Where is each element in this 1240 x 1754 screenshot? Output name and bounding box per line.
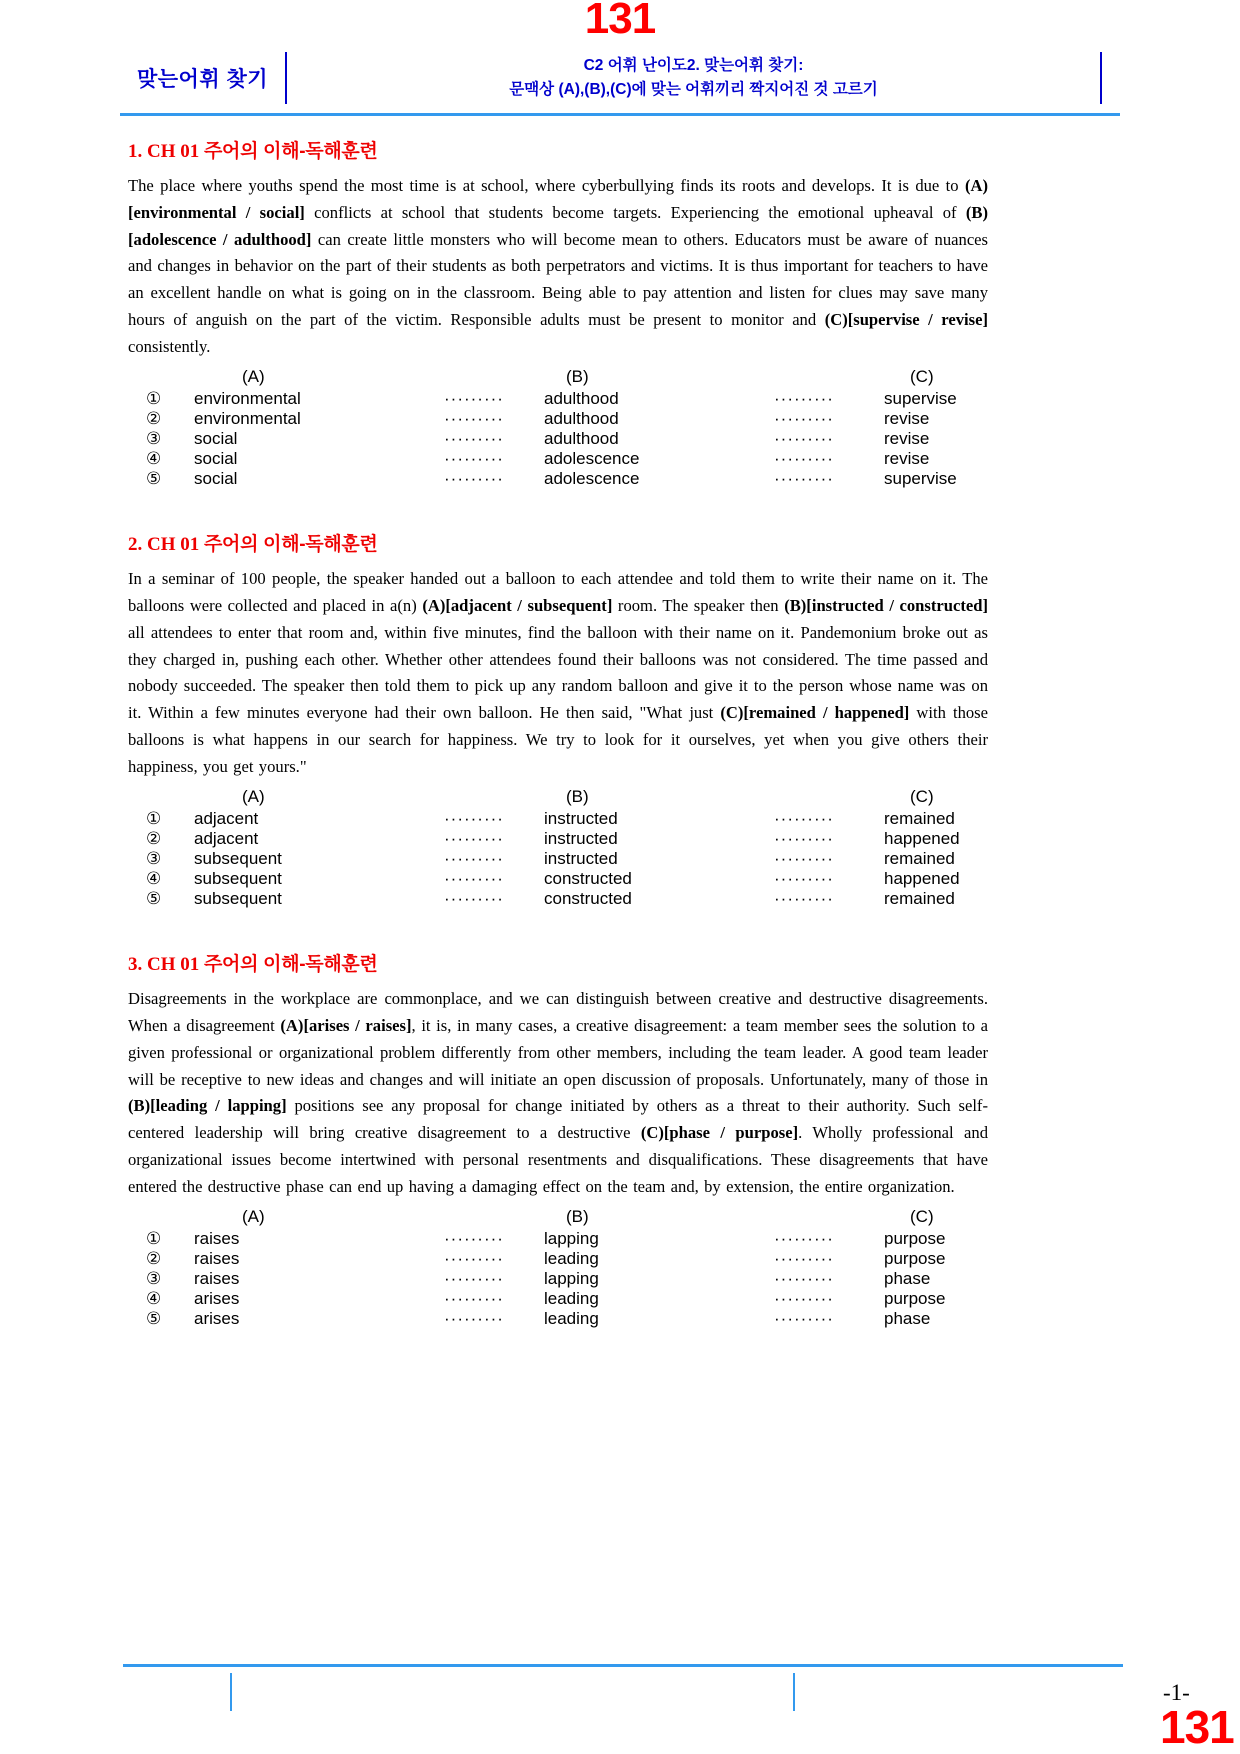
option-dots-2: ·········	[774, 869, 834, 889]
question-block	[128, 140, 988, 489]
option-row[interactable]	[146, 449, 988, 469]
option-dots-1: ·········	[444, 808, 504, 828]
option-row[interactable]	[146, 869, 988, 889]
option-row[interactable]	[146, 389, 988, 409]
question-block	[128, 953, 988, 1329]
option-dots-2: ·········	[774, 1249, 834, 1269]
option-dots-2: ·········	[774, 388, 834, 408]
top-page-number: 131	[584, 0, 656, 43]
option-row[interactable]	[146, 409, 988, 429]
option-number[interactable]: ①	[146, 388, 162, 408]
question-number: 3. CH 01	[128, 954, 200, 976]
passage-choice-blank: (A)[adjacent / subsequent]	[422, 595, 613, 615]
option-number[interactable]: ⑤	[146, 469, 162, 489]
option-dots-1: ·········	[444, 869, 504, 889]
option-dots-1: ·········	[444, 449, 504, 469]
option-number[interactable]: ②	[146, 408, 162, 428]
options-header-row	[146, 787, 988, 807]
passage-text: The place where youths spend the most time is at school, where cyberbullying finds its roots and develops. It is due to	[128, 175, 965, 195]
passage-text: room. The speaker then	[612, 595, 785, 615]
option-number[interactable]: ④	[146, 1289, 162, 1309]
option-number[interactable]: ②	[146, 1249, 162, 1269]
option-value-c: purpose	[884, 1249, 946, 1269]
option-dots-2: ·········	[774, 1309, 834, 1329]
option-number[interactable]: ④	[146, 869, 162, 889]
option-dots-1: ·········	[444, 1269, 504, 1289]
option-dots-2: ·········	[774, 808, 834, 828]
option-row[interactable]	[146, 809, 988, 829]
question-block	[128, 533, 988, 909]
option-value-a: social	[194, 449, 238, 469]
option-row[interactable]	[146, 1309, 988, 1329]
option-value-c: phase	[884, 1269, 931, 1289]
option-value-b: instructed	[544, 829, 618, 848]
option-value-c: revise	[884, 429, 930, 449]
option-row[interactable]	[146, 429, 988, 449]
option-dots-1: ·········	[444, 1228, 504, 1248]
options-column-header-a: (A)	[242, 786, 265, 806]
question-title	[128, 953, 988, 977]
option-value-c: revise	[884, 449, 930, 469]
options-table	[146, 367, 988, 489]
options-column-header-c: (C)	[910, 366, 934, 386]
question-passage	[128, 986, 988, 1201]
options-table	[146, 1207, 988, 1329]
option-row[interactable]	[146, 1229, 988, 1249]
option-value-c: purpose	[884, 1289, 946, 1309]
passage-choice-blank: (C)[remained / happened]	[720, 703, 910, 723]
bottom-page-number: 131	[1160, 1701, 1234, 1753]
option-dots-1: ·········	[444, 429, 504, 449]
option-value-a: environmental	[194, 388, 301, 408]
options-column-header-a: (A)	[242, 366, 265, 386]
passage-text: Disagreements in the workplace are commonplace, and we can distinguish between creative and destructive disagreements. When a disagreement	[128, 988, 988, 1035]
option-value-c: remained	[884, 849, 955, 869]
option-value-a: social	[194, 469, 238, 489]
passage-choice-blank: (B)[instructed / constructed]	[784, 595, 988, 615]
option-value-b: leading	[544, 1289, 599, 1309]
option-number[interactable]: ⑤	[146, 1309, 162, 1329]
option-value-b: adulthood	[544, 408, 619, 428]
option-value-b: lapping	[544, 1228, 599, 1248]
questions-container	[128, 140, 988, 1333]
option-value-b: adolescence	[544, 469, 640, 489]
option-value-a: raises	[194, 1228, 240, 1248]
option-value-a: arises	[194, 1289, 240, 1309]
footer-tick-left	[230, 1673, 232, 1711]
option-number[interactable]: ③	[146, 429, 162, 449]
option-value-c: remained	[884, 808, 955, 828]
options-table	[146, 787, 988, 909]
option-row[interactable]	[146, 849, 988, 869]
option-number[interactable]: ③	[146, 1269, 162, 1289]
option-value-b: constructed	[544, 869, 632, 889]
header-title-block	[287, 54, 1100, 102]
option-dots-2: ·········	[774, 829, 834, 848]
option-value-a: subsequent	[194, 849, 282, 869]
passage-choice-blank: (A)[environmental / social]	[128, 175, 988, 222]
option-dots-1: ·········	[444, 469, 504, 489]
footer-page-mark: -1-	[1163, 1680, 1190, 1705]
option-number[interactable]: ②	[146, 829, 162, 848]
header-divider-right	[1100, 52, 1102, 104]
option-dots-2: ·········	[774, 429, 834, 449]
option-value-c: revise	[884, 408, 930, 428]
passage-text: all attendees to enter that room and, within five minutes, find the balloon with their name on it. Pandemonium broke out as they charged in, pushing each other. Whether other attendees found their balloons was not considered. The time passed and nobody succeeded. The speaker then told them to pick up any random balloon and give it to the person whose name was on it. Within a few minutes everyone had their own balloon. He then said, "What just	[128, 622, 988, 723]
option-dots-1: ·········	[444, 1289, 504, 1309]
options-column-header-b: (B)	[566, 1206, 589, 1226]
option-dots-2: ·········	[774, 408, 834, 428]
header-title-line2: 문맥상 (A),(B),(C)에 맞는 어휘끼리 짝지어진 것 고르기	[509, 81, 878, 98]
option-dots-2: ·········	[774, 889, 834, 909]
option-row[interactable]	[146, 829, 988, 849]
question-number: 2. CH 01	[128, 534, 200, 556]
option-value-b: constructed	[544, 889, 632, 909]
option-row[interactable]	[146, 889, 988, 909]
passage-text: can create little monsters who will become mean to others. Educators must be aware of nuances and changes in behavior on the part of their students as both perpetrators and victims. It is thus important for teachers to have an excellent handle on what is going on in the classroom. Being able to pay attention and listen for clues may save many hours of anguish on the part of the victim. Responsible adults must be present to monitor and	[128, 229, 989, 330]
passage-choice-blank: (B)[leading / lapping]	[128, 1096, 287, 1116]
option-dots-1: ·········	[444, 408, 504, 428]
page-header	[120, 47, 1120, 109]
option-number[interactable]: ⑤	[146, 889, 162, 909]
option-value-a: raises	[194, 1249, 240, 1269]
passage-text: with those balloons is what happens in our search for happiness. We try to look for it ourselves, yet when you give others their happiness, you get yours."	[128, 703, 988, 777]
options-column-header-c: (C)	[910, 1206, 934, 1226]
option-row[interactable]	[146, 469, 988, 489]
option-value-b: adulthood	[544, 388, 619, 408]
option-dots-2: ·········	[774, 1289, 834, 1309]
option-dots-1: ·········	[444, 889, 504, 909]
passage-choice-blank: (B)[adolescence / adulthood]	[128, 202, 989, 249]
question-passage	[128, 173, 988, 361]
option-value-a: adjacent	[194, 808, 259, 828]
option-dots-2: ·········	[774, 469, 834, 489]
option-value-b: leading	[544, 1249, 599, 1269]
option-value-c: phase	[884, 1309, 931, 1329]
option-value-a: subsequent	[194, 869, 282, 889]
option-row[interactable]	[146, 1249, 988, 1269]
option-value-c: happened	[884, 869, 960, 889]
header-category-label: 맞는어휘 찾기	[136, 68, 269, 91]
options-column-header-b: (B)	[566, 786, 589, 806]
header-title-line1: C2 어휘 난이도2. 맞는어휘 찾기:	[583, 56, 804, 74]
option-value-c: supervise	[884, 469, 957, 489]
question-number: 1. CH 01	[128, 141, 200, 162]
option-value-b: leading	[544, 1309, 599, 1329]
question-korean-title: 주어의 이해-독해훈련	[204, 141, 378, 162]
options-column-header-b: (B)	[566, 366, 589, 386]
option-value-b: instructed	[544, 849, 618, 869]
options-header-row	[146, 367, 988, 387]
option-value-a: raises	[194, 1269, 240, 1289]
question-korean-title: 주어의 이해-독해훈련	[204, 534, 378, 556]
passage-text: In a seminar of 100 people, the speaker handed out a balloon to each attendee and told them to write their name on it. The balloons were collected and placed in a(n)	[128, 568, 988, 615]
option-value-b: lapping	[544, 1269, 599, 1289]
option-dots-2: ·········	[774, 449, 834, 469]
option-number[interactable]: ④	[146, 449, 162, 469]
option-value-c: supervise	[884, 388, 957, 408]
option-value-b: instructed	[544, 808, 618, 828]
option-value-a: subsequent	[194, 889, 282, 909]
option-value-c: purpose	[884, 1228, 946, 1248]
question-passage	[128, 566, 988, 781]
passage-text: conflicts at school that students become targets. Experiencing the emotional upheaval of	[304, 202, 966, 222]
option-dots-1: ·········	[444, 1309, 504, 1329]
option-dots-2: ·········	[774, 1228, 834, 1248]
option-value-a: adjacent	[194, 829, 259, 848]
passage-text: , it is, in many cases, a creative disagreement: a team member sees the solution to a given professional or organizational problem differently from other members, including the team leader. A good team leader will be receptive to new ideas and changes and will initiate an open discussion of proposals. Unfortunately, many of those in	[128, 1015, 989, 1089]
option-value-b: adulthood	[544, 429, 619, 449]
passage-text: . Wholly professional and organizational issues become intertwined with personal resentments and disqualifications. These disagreements that have entered the destructive phase can end up having a damaging effect on the team and, by extension, the entire organization.	[128, 1123, 988, 1197]
option-row[interactable]	[146, 1289, 988, 1309]
option-value-a: arises	[194, 1309, 240, 1329]
option-number[interactable]: ③	[146, 849, 162, 869]
option-value-c: happened	[884, 829, 960, 848]
options-header-row	[146, 1207, 988, 1227]
question-korean-title: 주어의 이해-독해훈련	[204, 954, 378, 976]
option-number[interactable]: ①	[146, 1228, 162, 1248]
question-title	[128, 533, 988, 557]
option-value-a: environmental	[194, 408, 301, 428]
option-dots-1: ·········	[444, 1249, 504, 1269]
footer-horizontal-rule	[123, 1664, 1123, 1667]
passage-text: positions see any proposal for change initiated by others as a threat to their authority. Such self-centered leadership will bring creative disagreement to a destructive	[128, 1096, 988, 1143]
footer-tick-right	[793, 1673, 795, 1711]
option-value-c: remained	[884, 889, 955, 909]
option-number[interactable]: ①	[146, 808, 162, 828]
options-column-header-c: (C)	[910, 786, 934, 806]
option-dots-1: ·········	[444, 829, 504, 848]
options-column-header-a: (A)	[242, 1206, 265, 1226]
option-dots-2: ·········	[774, 849, 834, 869]
option-value-a: social	[194, 429, 238, 449]
option-row[interactable]	[146, 1269, 988, 1289]
question-title	[128, 140, 988, 164]
passage-choice-blank: (C)[supervise / revise]	[824, 310, 988, 330]
passage-choice-blank: (C)[phase / purpose]	[640, 1123, 799, 1143]
header-horizontal-rule	[120, 113, 1120, 116]
passage-text: consistently.	[128, 337, 211, 356]
option-dots-1: ·········	[444, 849, 504, 869]
passage-choice-blank: (A)[arises / raises]	[280, 1015, 412, 1035]
option-value-b: adolescence	[544, 449, 640, 469]
option-dots-1: ·········	[444, 388, 504, 408]
option-dots-2: ·········	[774, 1269, 834, 1289]
